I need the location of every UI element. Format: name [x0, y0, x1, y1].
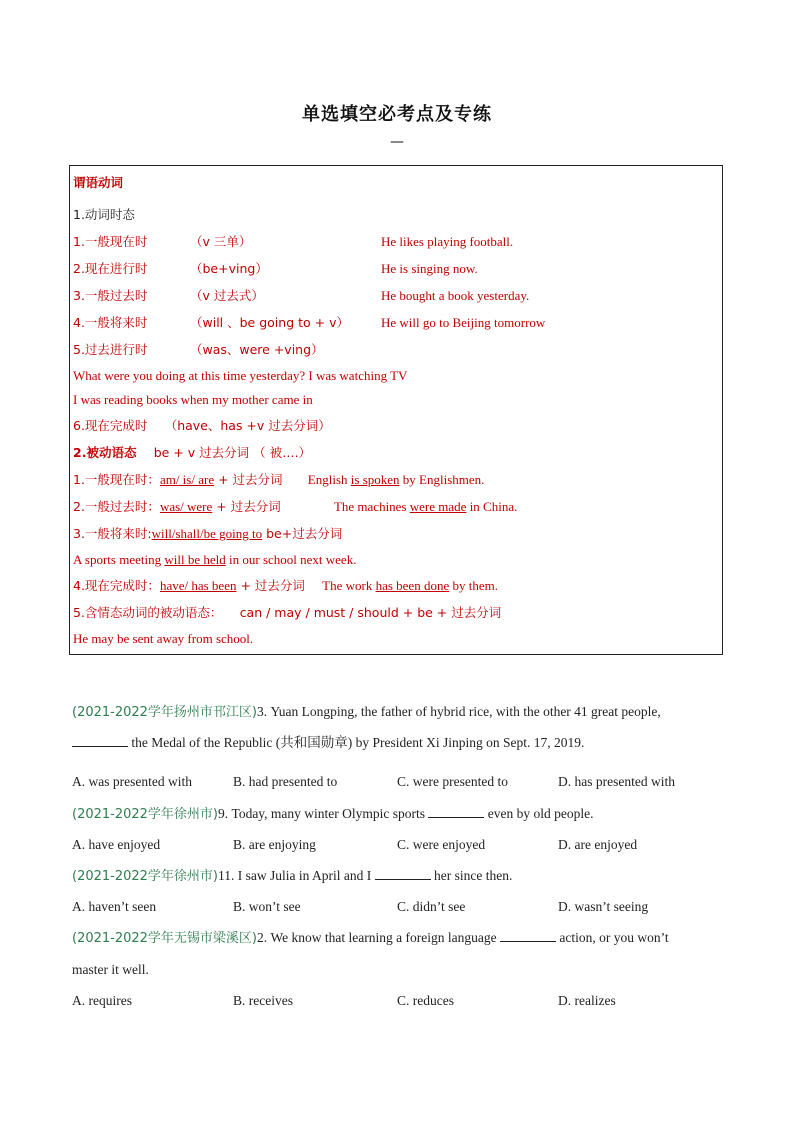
- option-a[interactable]: A. haven’t seen: [72, 899, 157, 914]
- option-b[interactable]: B. won’t see: [233, 899, 301, 914]
- option-b[interactable]: B. are enjoying: [233, 837, 316, 852]
- question-1-options: [72, 773, 772, 791]
- question-2-line-1: [72, 805, 594, 824]
- question-text: 2. We know that learning a foreign language: [257, 930, 500, 945]
- perfect-form: （have、has +v 过去分词）: [164, 418, 331, 433]
- question-text: action, or you won’t: [555, 930, 669, 945]
- passive-example: The machines were made in China.: [333, 499, 518, 514]
- question-text: her since then.: [430, 868, 513, 883]
- passive-form: can / may / must / should + be + 过去分词: [239, 605, 502, 620]
- passive-aux: have/ has been: [159, 578, 237, 593]
- passive-heading-row: [73, 445, 311, 461]
- question-source: (2021-2022学年徐州市): [72, 869, 219, 884]
- answer-blank[interactable]: [500, 929, 556, 942]
- option-c[interactable]: C. didn’t see: [397, 899, 466, 914]
- question-4-options: [72, 992, 772, 1010]
- option-c[interactable]: C. were presented to: [397, 774, 508, 789]
- option-a[interactable]: A. was presented with: [72, 774, 192, 789]
- question-source: (2021-2022学年无锡市梁溪区): [72, 931, 258, 946]
- question-1-line-2: [72, 734, 584, 752]
- passive-label: 5.含情态动词的被动语态：: [73, 605, 223, 620]
- tense-heading: 1.动词时态: [73, 207, 135, 222]
- option-a[interactable]: A. have enjoyed: [72, 837, 161, 852]
- passive-form: be + v 过去分词 （ 被….）: [153, 445, 312, 460]
- option-a[interactable]: A. requires: [72, 993, 132, 1008]
- passive-tail: + 过去分词: [218, 472, 283, 487]
- question-text: the Medal of the Republic (共和国勋章) by President Xi Jinping on Sept. 17, 2019.: [128, 735, 585, 750]
- tense-name: 3.一般过去时: [73, 288, 148, 303]
- past-continuous-example-1: What were you doing at this time yesterday? I was watching TV: [73, 368, 408, 383]
- passive-row-5: [73, 605, 501, 621]
- tense-name: 2.现在进行时: [73, 261, 148, 276]
- tense-example: He likes playing football.: [381, 234, 514, 249]
- tense-name: 1.一般现在时: [73, 234, 148, 249]
- option-d[interactable]: D. are enjoyed: [558, 837, 638, 852]
- passive-row-2: [73, 499, 517, 515]
- tense-example: He is singing now.: [381, 261, 478, 276]
- passive-example: The work has been done by them.: [322, 578, 498, 593]
- tense-row: [73, 315, 713, 331]
- question-4-line-2: master it well.: [72, 962, 149, 977]
- passive-label: 2.一般过去时：: [73, 499, 160, 514]
- tense-example: He bought a book yesterday.: [381, 288, 530, 303]
- page-subtitle: —: [390, 134, 404, 150]
- passive-label: 3.一般将来时:: [73, 526, 152, 541]
- answer-blank[interactable]: [375, 867, 431, 880]
- tense-form: （will 、be going to + v）: [190, 315, 349, 330]
- page-title: 单选填空必考点及专练: [302, 104, 492, 125]
- tense-row: [73, 234, 713, 250]
- option-d[interactable]: D. realizes: [558, 993, 616, 1008]
- option-d[interactable]: D. wasn’t seeing: [558, 899, 649, 914]
- tense-row: [73, 342, 713, 358]
- question-source: (2021-2022学年徐州市): [72, 807, 219, 822]
- passive-row-3: [73, 526, 342, 542]
- passive-example-3: A sports meeting will be held in our school next week.: [73, 552, 357, 567]
- tense-form: （v 三单）: [190, 234, 252, 249]
- passive-tail: be+过去分词: [262, 526, 343, 541]
- passive-example: English is spoken by Englishmen.: [307, 472, 485, 487]
- passive-row-4: [73, 578, 498, 594]
- option-b[interactable]: B. had presented to: [233, 774, 338, 789]
- box-heading: 谓语动词: [73, 175, 124, 190]
- option-c[interactable]: C. were enjoyed: [397, 837, 486, 852]
- question-source: (2021-2022学年扬州市邗江区): [72, 705, 258, 720]
- perfect-name: 6.现在完成时: [73, 418, 148, 433]
- tense-form: （was、were +ving）: [190, 342, 324, 357]
- answer-blank[interactable]: [428, 805, 484, 818]
- question-4-line-1: [72, 929, 669, 948]
- passive-tail: + 过去分词: [212, 499, 281, 514]
- question-3-options: [72, 898, 772, 916]
- passive-heading: 2.被动语态: [73, 445, 137, 460]
- tense-example: He will go to Beijing tomorrow: [381, 315, 546, 330]
- tense-row: [73, 288, 713, 304]
- answer-blank[interactable]: [72, 734, 128, 747]
- question-2-options: [72, 836, 772, 854]
- past-continuous-example-2: I was reading books when my mother came in: [73, 392, 313, 407]
- question-1-line-1: [72, 703, 661, 722]
- question-text: 3. Yuan Longping, the father of hybrid rice, with the other 41 great people,: [257, 704, 661, 719]
- question-text: 9. Today, many winter Olympic sports: [218, 806, 429, 821]
- passive-aux: will/shall/be going to: [151, 526, 263, 541]
- option-b[interactable]: B. receives: [233, 993, 293, 1008]
- tense-form: （v 过去式）: [190, 288, 264, 303]
- tense-name: 5.过去进行时: [73, 342, 148, 357]
- passive-label: 4.现在完成时：: [73, 578, 160, 593]
- passive-row-1: [73, 472, 484, 488]
- passive-example-5: He may be sent away from school.: [73, 631, 254, 646]
- passive-tail: + 过去分词: [236, 578, 305, 593]
- perfect-row: [73, 418, 331, 434]
- question-text: 11. I saw Julia in April and I: [218, 868, 375, 883]
- tense-name: 4.一般将来时: [73, 315, 148, 330]
- tense-form: （be+ving）: [190, 261, 268, 276]
- passive-aux: am/ is/ are: [159, 472, 215, 487]
- option-d[interactable]: D. has presented with: [558, 774, 675, 789]
- passive-aux: was/ were: [159, 499, 213, 514]
- option-c[interactable]: C. reduces: [397, 993, 454, 1008]
- question-text: even by old people.: [484, 806, 594, 821]
- tense-row: [73, 261, 713, 277]
- grammar-summary-box: [69, 165, 723, 655]
- question-3-line-1: [72, 867, 512, 886]
- passive-label: 1.一般现在时：: [73, 472, 160, 487]
